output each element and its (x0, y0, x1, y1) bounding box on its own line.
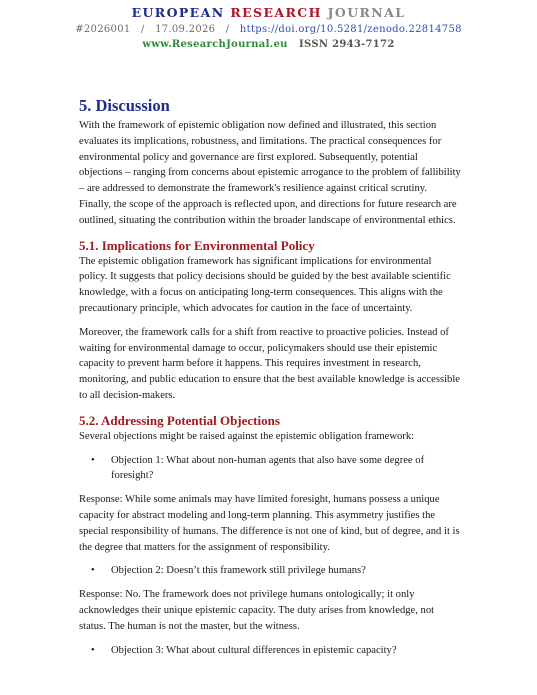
subsection-heading-policy: 5.1. Implications for Environmental Policy (79, 237, 315, 253)
objection-text: Objection 3: What about cultural differences in epistemic capacity? (111, 644, 397, 656)
response-paragraph-2: Response: No. The framework does not privilege humans ontologically; it only acknowledges their unique epistemic capacity. The duty arises from knowledge, not status. The human is not the master, but the witness. (79, 589, 435, 632)
subsection-heading-objections: 5.2. Addressing Potential Objections (79, 412, 280, 428)
objection-text: Objection 2: Doesn’t this framework still privilege humans? (111, 565, 366, 577)
journal-title-research: RESEARCH (230, 5, 322, 20)
article-body (79, 96, 461, 666)
section-heading: 5. Discussion (79, 96, 170, 115)
objection-item-1 (79, 453, 461, 485)
meta-separator: / (225, 24, 230, 35)
objection-text: Objection 1: What about non-human agents that also have some degree of foresight? (111, 454, 425, 482)
bullet-icon: • (91, 644, 95, 656)
doi-link[interactable]: https://doi.org/10.5281/zenodo.22814758 (239, 24, 462, 35)
article-id: #2026001 (75, 24, 131, 35)
journal-header (0, 4, 537, 52)
issn: ISSN 2943-7172 (299, 39, 395, 50)
journal-title (0, 4, 537, 22)
response-paragraph-1: Response: While some animals may have limited foresight, humans possess a unique capacity for abstract modeling and long-term planning. This asymmetry justifies the special responsibility of humans. The difference is not one of kind, but of degree, and it is the degree that matters for the assignment of responsibility. (79, 494, 460, 553)
policy-paragraph-1: The epistemic obligation framework has significant implications for environmental policy. It suggests that policy decisions should be guided by the best available scientific knowledge, with a focus on anticipating long-term consequences. This aligns with the precautionary principle, which advocates for caution in the face of uncertainty. (79, 255, 451, 314)
journal-title-journal: JOURNAL (327, 5, 406, 20)
publication-date: 17.09.2026 (155, 24, 216, 35)
bullet-icon: • (91, 565, 95, 577)
meta-separator: / (140, 24, 145, 35)
journal-title-european: EUROPEAN (131, 5, 225, 20)
article-meta-line (0, 22, 537, 37)
policy-paragraph-2: Moreover, the framework calls for a shift from reactive to proactive policies. Instead of waiting for environmental damage to occur, policymakers should use their epistemic capacity to prevent harm before it happens. This requires investment in research, monitoring, and public education to ensure that the best available knowledge is accessible to all decision-makers. (79, 326, 460, 401)
site-line (0, 37, 537, 52)
section-intro-paragraph: With the framework of epistemic obligation now defined and illustrated, this section evaluates its implications, robustness, and limitations. The practical consequences for environmental policy and governance are first explored. Subsequently, potential objections – ranging from concerns about epistemic arrogance to the problem of fallibility – are addressed to demonstrate the framework's resilience against critical scrutiny. Finally, the scope of the approach is reflected upon, and directions for future research are outlined, situating the contribution within the broader landscape of environmental ethics. (79, 120, 461, 226)
objections-intro-paragraph: Several objections might be raised against the epistemic obligation framework: (79, 430, 415, 442)
objection-item-2 (79, 563, 461, 579)
website-link[interactable]: www.ResearchJournal.eu (142, 39, 288, 50)
bullet-icon: • (91, 454, 95, 466)
objection-item-3 (79, 643, 461, 659)
